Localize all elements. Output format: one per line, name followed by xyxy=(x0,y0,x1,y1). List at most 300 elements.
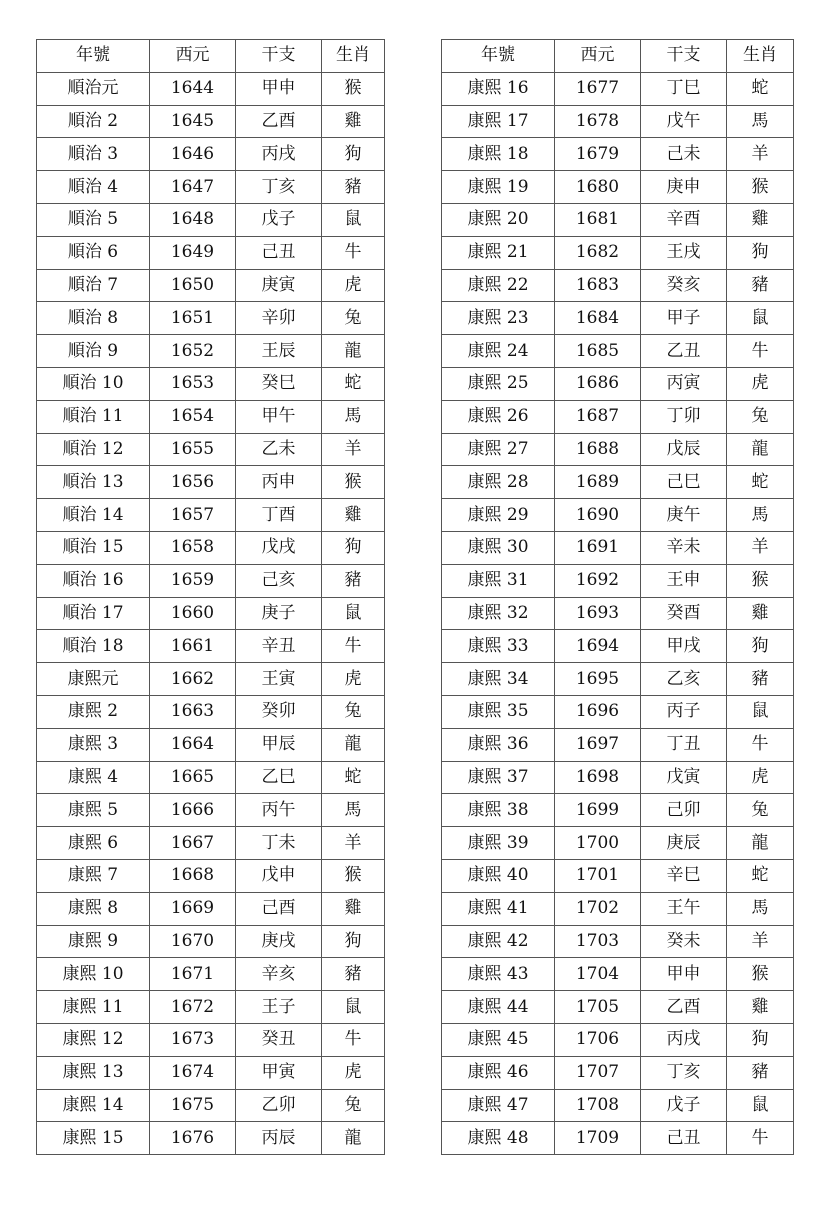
cell-ganzhi: 丙辰 xyxy=(236,1122,322,1155)
table-row xyxy=(442,958,794,991)
cell-ganzhi: 乙亥 xyxy=(641,663,727,696)
cell-zodiac: 雞 xyxy=(727,597,794,630)
cell-zodiac: 羊 xyxy=(727,138,794,171)
cell-year: 1696 xyxy=(555,695,641,728)
table-row xyxy=(37,728,385,761)
table-row xyxy=(37,794,385,827)
cell-ganzhi: 己巳 xyxy=(641,466,727,499)
table-row xyxy=(442,499,794,532)
table-row xyxy=(37,269,385,302)
cell-zodiac: 蛇 xyxy=(727,72,794,105)
cell-year: 1679 xyxy=(555,138,641,171)
cell-year: 1656 xyxy=(150,466,236,499)
cell-year: 1683 xyxy=(555,269,641,302)
table-row xyxy=(37,958,385,991)
cell-zodiac: 狗 xyxy=(322,925,385,958)
cell-year: 1657 xyxy=(150,499,236,532)
cell-ganzhi: 丙戌 xyxy=(641,1023,727,1056)
cell-ganzhi: 辛未 xyxy=(641,531,727,564)
cell-year: 1665 xyxy=(150,761,236,794)
cell-ganzhi: 癸酉 xyxy=(641,597,727,630)
header-era: 年號 xyxy=(442,40,555,73)
table-row xyxy=(442,236,794,269)
cell-year: 1702 xyxy=(555,892,641,925)
table-row xyxy=(37,171,385,204)
cell-year: 1649 xyxy=(150,236,236,269)
cell-year: 1709 xyxy=(555,1122,641,1155)
cell-era: 康熙 47 xyxy=(442,1089,555,1122)
table-row xyxy=(442,564,794,597)
cell-era: 順治元 xyxy=(37,72,150,105)
table-row xyxy=(37,1056,385,1089)
cell-zodiac: 牛 xyxy=(322,236,385,269)
cell-era: 康熙 36 xyxy=(442,728,555,761)
cell-zodiac: 猴 xyxy=(322,72,385,105)
table-row xyxy=(442,335,794,368)
cell-ganzhi: 癸卯 xyxy=(236,695,322,728)
table-row xyxy=(37,367,385,400)
cell-zodiac: 龍 xyxy=(727,433,794,466)
cell-era: 康熙 4 xyxy=(37,761,150,794)
table-row xyxy=(37,138,385,171)
table-row xyxy=(37,203,385,236)
cell-zodiac: 豬 xyxy=(727,663,794,696)
cell-era: 順治 7 xyxy=(37,269,150,302)
table-row xyxy=(442,138,794,171)
cell-year: 1652 xyxy=(150,335,236,368)
table-row xyxy=(442,991,794,1024)
table-row xyxy=(442,269,794,302)
cell-ganzhi: 丙申 xyxy=(236,466,322,499)
cell-ganzhi: 甲午 xyxy=(236,400,322,433)
table-row xyxy=(442,171,794,204)
table-row xyxy=(442,597,794,630)
table-row xyxy=(37,1122,385,1155)
cell-year: 1659 xyxy=(150,564,236,597)
cell-era: 順治 6 xyxy=(37,236,150,269)
cell-year: 1675 xyxy=(150,1089,236,1122)
cell-year: 1669 xyxy=(150,892,236,925)
cell-year: 1671 xyxy=(150,958,236,991)
cell-year: 1662 xyxy=(150,663,236,696)
cell-zodiac: 虎 xyxy=(322,663,385,696)
cell-ganzhi: 丙戌 xyxy=(236,138,322,171)
table-row xyxy=(37,827,385,860)
cell-ganzhi: 甲申 xyxy=(236,72,322,105)
cell-zodiac: 羊 xyxy=(322,433,385,466)
cell-year: 1682 xyxy=(555,236,641,269)
table-row xyxy=(442,630,794,663)
cell-zodiac: 鼠 xyxy=(727,302,794,335)
cell-era: 康熙 19 xyxy=(442,171,555,204)
cell-year: 1699 xyxy=(555,794,641,827)
cell-era: 順治 12 xyxy=(37,433,150,466)
cell-year: 1692 xyxy=(555,564,641,597)
cell-ganzhi: 辛丑 xyxy=(236,630,322,663)
cell-ganzhi: 己卯 xyxy=(641,794,727,827)
cell-era: 康熙 5 xyxy=(37,794,150,827)
cell-year: 1708 xyxy=(555,1089,641,1122)
cell-zodiac: 猴 xyxy=(727,171,794,204)
table-row xyxy=(37,761,385,794)
cell-year: 1676 xyxy=(150,1122,236,1155)
cell-era: 順治 14 xyxy=(37,499,150,532)
cell-ganzhi: 乙未 xyxy=(236,433,322,466)
table-body-left xyxy=(37,72,385,1154)
cell-era: 康熙 26 xyxy=(442,400,555,433)
cell-era: 康熙 28 xyxy=(442,466,555,499)
table-row xyxy=(442,1056,794,1089)
cell-zodiac: 猴 xyxy=(727,958,794,991)
cell-zodiac: 馬 xyxy=(322,400,385,433)
table-row xyxy=(37,859,385,892)
cell-year: 1681 xyxy=(555,203,641,236)
cell-era: 順治 9 xyxy=(37,335,150,368)
cell-ganzhi: 戊子 xyxy=(641,1089,727,1122)
era-table-left xyxy=(36,39,385,1155)
cell-zodiac: 牛 xyxy=(727,728,794,761)
header-zodiac: 生肖 xyxy=(322,40,385,73)
table-row xyxy=(442,892,794,925)
cell-zodiac: 馬 xyxy=(727,105,794,138)
cell-ganzhi: 戊子 xyxy=(236,203,322,236)
cell-year: 1660 xyxy=(150,597,236,630)
cell-ganzhi: 戊戌 xyxy=(236,531,322,564)
cell-era: 康熙 37 xyxy=(442,761,555,794)
cell-year: 1704 xyxy=(555,958,641,991)
cell-era: 康熙元 xyxy=(37,663,150,696)
cell-year: 1694 xyxy=(555,630,641,663)
cell-ganzhi: 庚午 xyxy=(641,499,727,532)
cell-ganzhi: 癸未 xyxy=(641,925,727,958)
cell-ganzhi: 癸巳 xyxy=(236,367,322,400)
cell-zodiac: 蛇 xyxy=(727,466,794,499)
cell-year: 1650 xyxy=(150,269,236,302)
cell-era: 康熙 35 xyxy=(442,695,555,728)
cell-ganzhi: 乙酉 xyxy=(641,991,727,1024)
table-row xyxy=(37,400,385,433)
cell-year: 1695 xyxy=(555,663,641,696)
cell-year: 1644 xyxy=(150,72,236,105)
cell-zodiac: 猴 xyxy=(322,859,385,892)
cell-zodiac: 蛇 xyxy=(322,367,385,400)
cell-zodiac: 猴 xyxy=(727,564,794,597)
cell-year: 1698 xyxy=(555,761,641,794)
cell-year: 1670 xyxy=(150,925,236,958)
table-row xyxy=(37,302,385,335)
cell-zodiac: 鼠 xyxy=(322,597,385,630)
table-row xyxy=(442,663,794,696)
cell-era: 康熙 14 xyxy=(37,1089,150,1122)
table-row xyxy=(442,794,794,827)
cell-ganzhi: 丁亥 xyxy=(236,171,322,204)
cell-zodiac: 兔 xyxy=(322,695,385,728)
table-row xyxy=(37,72,385,105)
table-row xyxy=(37,335,385,368)
table-row xyxy=(37,892,385,925)
cell-zodiac: 馬 xyxy=(727,499,794,532)
cell-ganzhi: 辛酉 xyxy=(641,203,727,236)
cell-ganzhi: 乙卯 xyxy=(236,1089,322,1122)
cell-ganzhi: 己未 xyxy=(641,138,727,171)
cell-era: 康熙 48 xyxy=(442,1122,555,1155)
cell-zodiac: 狗 xyxy=(727,630,794,663)
cell-year: 1653 xyxy=(150,367,236,400)
table-row xyxy=(442,367,794,400)
cell-zodiac: 雞 xyxy=(322,892,385,925)
cell-zodiac: 狗 xyxy=(727,236,794,269)
table-row xyxy=(442,105,794,138)
cell-zodiac: 牛 xyxy=(727,335,794,368)
cell-year: 1677 xyxy=(555,72,641,105)
cell-zodiac: 狗 xyxy=(322,138,385,171)
cell-era: 康熙 7 xyxy=(37,859,150,892)
cell-year: 1666 xyxy=(150,794,236,827)
cell-era: 康熙 16 xyxy=(442,72,555,105)
table-row xyxy=(37,531,385,564)
cell-ganzhi: 丁酉 xyxy=(236,499,322,532)
cell-era: 順治 16 xyxy=(37,564,150,597)
cell-era: 康熙 42 xyxy=(442,925,555,958)
cell-zodiac: 蛇 xyxy=(322,761,385,794)
cell-zodiac: 羊 xyxy=(322,827,385,860)
cell-era: 康熙 17 xyxy=(442,105,555,138)
table-row xyxy=(442,433,794,466)
table-row xyxy=(442,695,794,728)
cell-zodiac: 馬 xyxy=(322,794,385,827)
table-row xyxy=(37,663,385,696)
cell-zodiac: 馬 xyxy=(727,892,794,925)
cell-year: 1646 xyxy=(150,138,236,171)
cell-ganzhi: 戊寅 xyxy=(641,761,727,794)
cell-zodiac: 虎 xyxy=(322,269,385,302)
cell-era: 康熙 31 xyxy=(442,564,555,597)
cell-zodiac: 豬 xyxy=(727,269,794,302)
table-row xyxy=(442,302,794,335)
cell-era: 康熙 18 xyxy=(442,138,555,171)
table-row xyxy=(37,105,385,138)
cell-zodiac: 狗 xyxy=(322,531,385,564)
cell-year: 1645 xyxy=(150,105,236,138)
cell-zodiac: 龍 xyxy=(322,335,385,368)
cell-ganzhi: 戊申 xyxy=(236,859,322,892)
table-row xyxy=(442,1089,794,1122)
cell-year: 1663 xyxy=(150,695,236,728)
table-row xyxy=(37,564,385,597)
header-year: 西元 xyxy=(150,40,236,73)
cell-era: 康熙 41 xyxy=(442,892,555,925)
cell-year: 1680 xyxy=(555,171,641,204)
cell-year: 1672 xyxy=(150,991,236,1024)
cell-era: 康熙 29 xyxy=(442,499,555,532)
cell-year: 1693 xyxy=(555,597,641,630)
cell-ganzhi: 甲子 xyxy=(641,302,727,335)
cell-year: 1654 xyxy=(150,400,236,433)
cell-era: 順治 5 xyxy=(37,203,150,236)
cell-era: 順治 15 xyxy=(37,531,150,564)
cell-year: 1686 xyxy=(555,367,641,400)
cell-zodiac: 牛 xyxy=(727,1122,794,1155)
cell-zodiac: 兔 xyxy=(322,1089,385,1122)
cell-ganzhi: 己丑 xyxy=(236,236,322,269)
cell-era: 康熙 2 xyxy=(37,695,150,728)
cell-year: 1664 xyxy=(150,728,236,761)
cell-era: 順治 10 xyxy=(37,367,150,400)
cell-ganzhi: 己亥 xyxy=(236,564,322,597)
table-row xyxy=(442,400,794,433)
cell-ganzhi: 丁未 xyxy=(236,827,322,860)
cell-year: 1673 xyxy=(150,1023,236,1056)
cell-era: 康熙 40 xyxy=(442,859,555,892)
table-row xyxy=(37,236,385,269)
cell-year: 1678 xyxy=(555,105,641,138)
header-year: 西元 xyxy=(555,40,641,73)
cell-ganzhi: 王申 xyxy=(641,564,727,597)
cell-ganzhi: 庚寅 xyxy=(236,269,322,302)
cell-ganzhi: 庚戌 xyxy=(236,925,322,958)
cell-zodiac: 狗 xyxy=(727,1023,794,1056)
cell-era: 順治 17 xyxy=(37,597,150,630)
cell-zodiac: 雞 xyxy=(322,499,385,532)
cell-era: 順治 8 xyxy=(37,302,150,335)
cell-zodiac: 雞 xyxy=(727,203,794,236)
cell-era: 康熙 30 xyxy=(442,531,555,564)
header-ganzhi: 干支 xyxy=(641,40,727,73)
cell-year: 1688 xyxy=(555,433,641,466)
table-row xyxy=(37,991,385,1024)
table-row xyxy=(442,728,794,761)
cell-zodiac: 雞 xyxy=(727,991,794,1024)
table-row xyxy=(442,761,794,794)
cell-era: 順治 18 xyxy=(37,630,150,663)
cell-ganzhi: 甲辰 xyxy=(236,728,322,761)
table-row xyxy=(37,1089,385,1122)
cell-era: 康熙 33 xyxy=(442,630,555,663)
cell-era: 康熙 6 xyxy=(37,827,150,860)
cell-zodiac: 雞 xyxy=(322,105,385,138)
cell-ganzhi: 丁亥 xyxy=(641,1056,727,1089)
cell-year: 1667 xyxy=(150,827,236,860)
cell-era: 康熙 45 xyxy=(442,1023,555,1056)
cell-ganzhi: 辛卯 xyxy=(236,302,322,335)
cell-year: 1668 xyxy=(150,859,236,892)
cell-era: 順治 13 xyxy=(37,466,150,499)
cell-zodiac: 蛇 xyxy=(727,859,794,892)
cell-zodiac: 鼠 xyxy=(322,991,385,1024)
cell-era: 康熙 21 xyxy=(442,236,555,269)
cell-era: 康熙 39 xyxy=(442,827,555,860)
table-row xyxy=(442,531,794,564)
table-header-row xyxy=(442,40,794,73)
cell-ganzhi: 丁巳 xyxy=(641,72,727,105)
cell-year: 1684 xyxy=(555,302,641,335)
cell-year: 1687 xyxy=(555,400,641,433)
era-table-right xyxy=(441,39,794,1155)
cell-era: 康熙 10 xyxy=(37,958,150,991)
header-zodiac: 生肖 xyxy=(727,40,794,73)
cell-era: 康熙 27 xyxy=(442,433,555,466)
cell-zodiac: 虎 xyxy=(727,367,794,400)
cell-ganzhi: 甲戌 xyxy=(641,630,727,663)
cell-zodiac: 龍 xyxy=(322,1122,385,1155)
cell-era: 康熙 44 xyxy=(442,991,555,1024)
cell-ganzhi: 王子 xyxy=(236,991,322,1024)
cell-year: 1651 xyxy=(150,302,236,335)
header-ganzhi: 干支 xyxy=(236,40,322,73)
cell-era: 康熙 3 xyxy=(37,728,150,761)
cell-ganzhi: 甲申 xyxy=(641,958,727,991)
cell-ganzhi: 癸丑 xyxy=(236,1023,322,1056)
cell-year: 1691 xyxy=(555,531,641,564)
cell-era: 康熙 22 xyxy=(442,269,555,302)
cell-zodiac: 牛 xyxy=(322,630,385,663)
cell-zodiac: 鼠 xyxy=(727,695,794,728)
table-row xyxy=(37,433,385,466)
cell-year: 1706 xyxy=(555,1023,641,1056)
table-row xyxy=(37,1023,385,1056)
cell-era: 康熙 25 xyxy=(442,367,555,400)
table-row xyxy=(37,925,385,958)
cell-year: 1647 xyxy=(150,171,236,204)
cell-year: 1707 xyxy=(555,1056,641,1089)
cell-year: 1655 xyxy=(150,433,236,466)
table-row xyxy=(442,925,794,958)
cell-ganzhi: 癸亥 xyxy=(641,269,727,302)
cell-ganzhi: 戊午 xyxy=(641,105,727,138)
cell-era: 康熙 34 xyxy=(442,663,555,696)
table-row xyxy=(442,1122,794,1155)
cell-year: 1674 xyxy=(150,1056,236,1089)
cell-zodiac: 鼠 xyxy=(322,203,385,236)
cell-zodiac: 兔 xyxy=(727,794,794,827)
cell-zodiac: 羊 xyxy=(727,925,794,958)
cell-zodiac: 猴 xyxy=(322,466,385,499)
cell-era: 康熙 9 xyxy=(37,925,150,958)
cell-ganzhi: 庚辰 xyxy=(641,827,727,860)
cell-ganzhi: 丁卯 xyxy=(641,400,727,433)
cell-zodiac: 兔 xyxy=(322,302,385,335)
cell-zodiac: 牛 xyxy=(322,1023,385,1056)
cell-ganzhi: 乙丑 xyxy=(641,335,727,368)
cell-era: 順治 3 xyxy=(37,138,150,171)
cell-zodiac: 虎 xyxy=(322,1056,385,1089)
table-body-right xyxy=(442,72,794,1154)
cell-era: 康熙 15 xyxy=(37,1122,150,1155)
cell-ganzhi: 丙午 xyxy=(236,794,322,827)
cell-ganzhi: 辛亥 xyxy=(236,958,322,991)
cell-era: 康熙 8 xyxy=(37,892,150,925)
cell-ganzhi: 王寅 xyxy=(236,663,322,696)
cell-era: 康熙 43 xyxy=(442,958,555,991)
cell-ganzhi: 丙子 xyxy=(641,695,727,728)
cell-year: 1697 xyxy=(555,728,641,761)
table-row xyxy=(37,630,385,663)
cell-ganzhi: 戊辰 xyxy=(641,433,727,466)
cell-year: 1701 xyxy=(555,859,641,892)
cell-era: 康熙 12 xyxy=(37,1023,150,1056)
cell-ganzhi: 丙寅 xyxy=(641,367,727,400)
cell-ganzhi: 己酉 xyxy=(236,892,322,925)
cell-ganzhi: 辛巳 xyxy=(641,859,727,892)
cell-year: 1690 xyxy=(555,499,641,532)
cell-year: 1705 xyxy=(555,991,641,1024)
cell-ganzhi: 王戌 xyxy=(641,236,727,269)
cell-era: 康熙 20 xyxy=(442,203,555,236)
cell-era: 康熙 13 xyxy=(37,1056,150,1089)
cell-era: 康熙 23 xyxy=(442,302,555,335)
cell-era: 康熙 38 xyxy=(442,794,555,827)
cell-zodiac: 龍 xyxy=(727,827,794,860)
